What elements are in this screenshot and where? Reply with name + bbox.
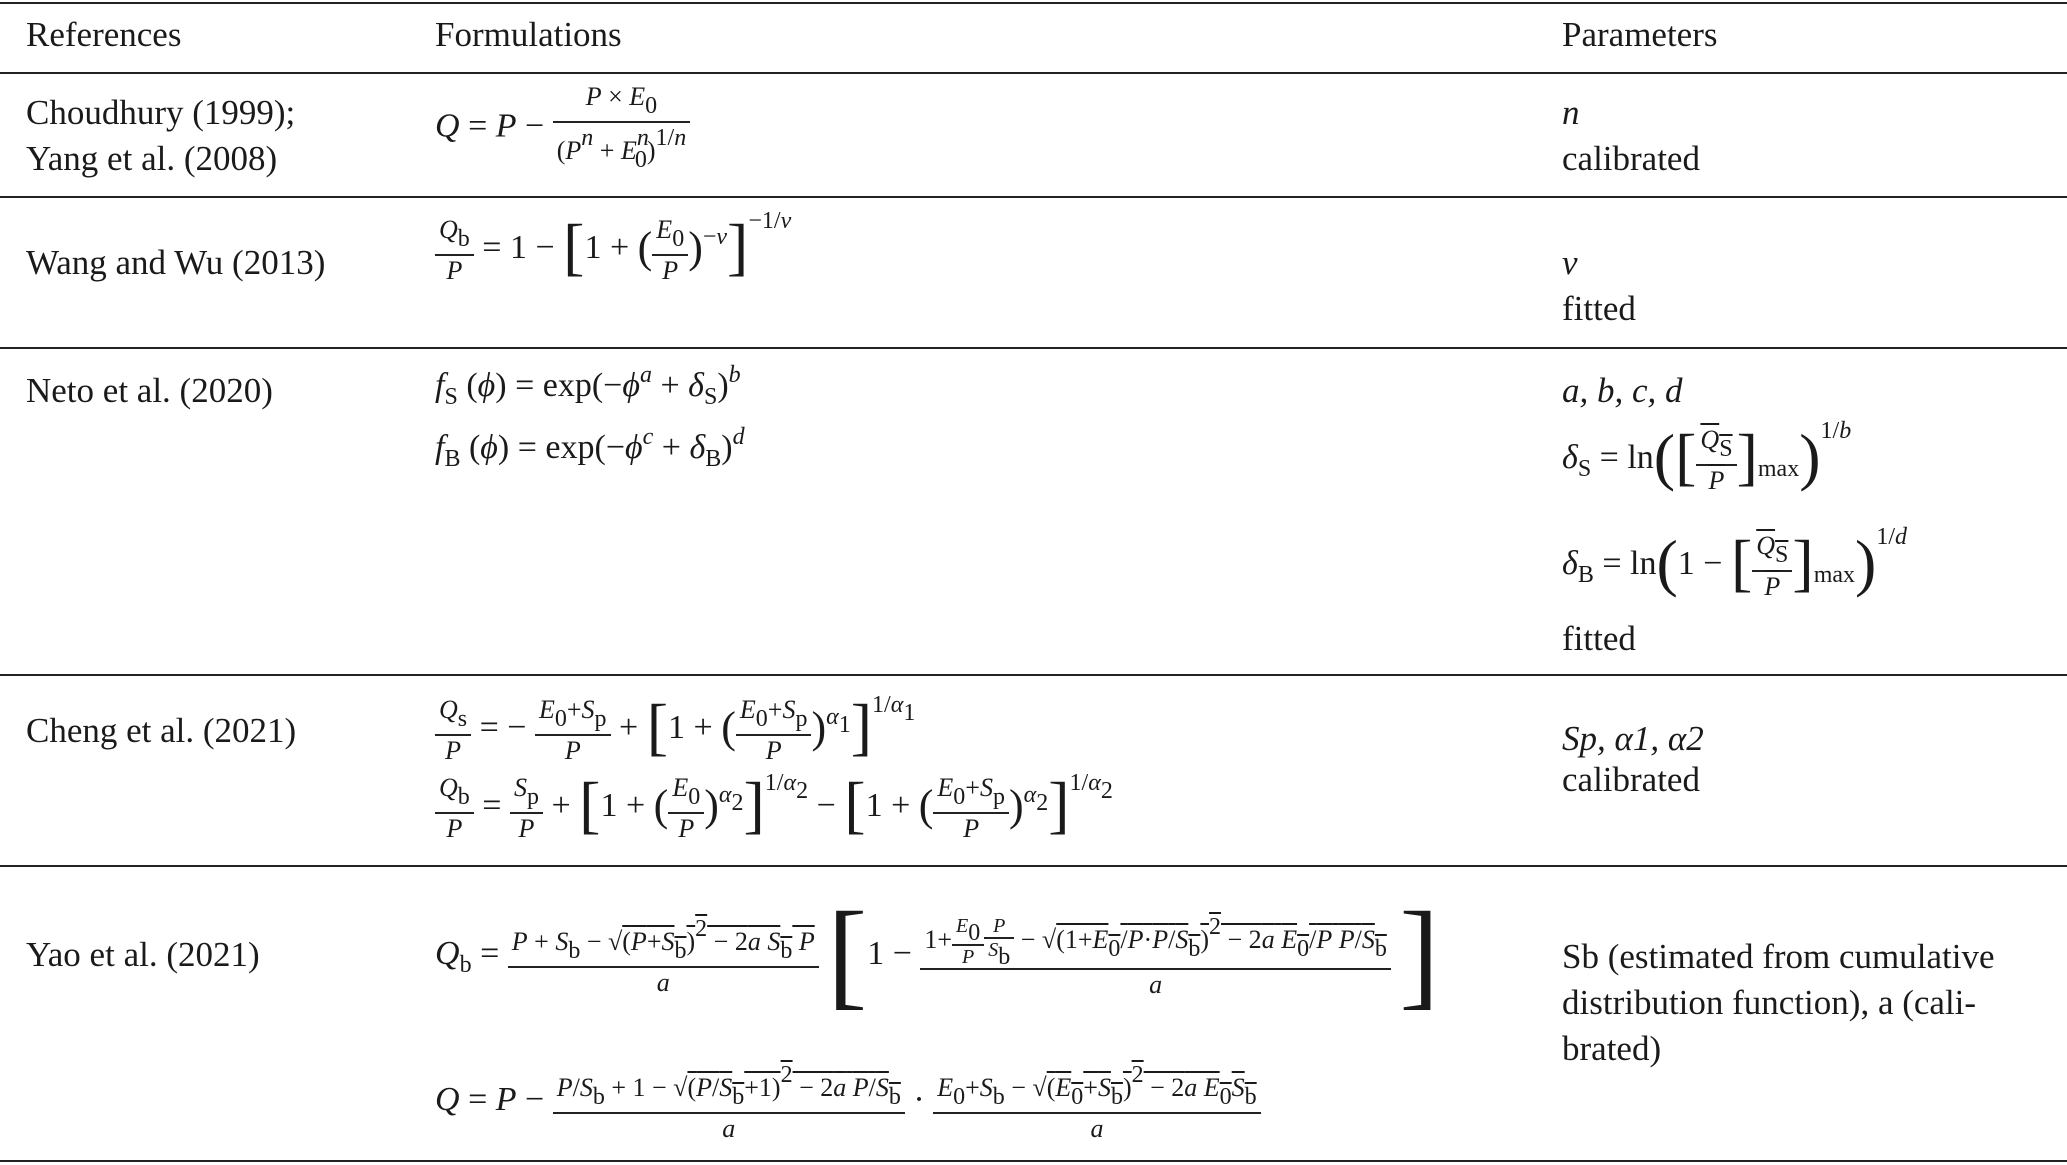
row-divider: [0, 865, 2067, 867]
reference-yao: Yao et al. (2021): [26, 935, 260, 974]
reference-yang: Yang et al. (2008): [26, 139, 278, 178]
header-references: References: [26, 15, 182, 54]
formula-wang-wu: $\frac{Qb}{P}$ = 1 − [1 + ( $\frac{E0}{P}$ )$^{-v}$]$^{-1/v}$: [435, 208, 791, 286]
param-delta-s: $\delta_S = \ln$([ $\frac{QS}{P}$ ]$_{max})^{1/b}$: [1562, 418, 1852, 495]
header-parameters: Parameters: [1562, 15, 1718, 54]
reference-wang-wu: Wang and Wu (2013): [26, 243, 326, 282]
param-n: n: [1562, 93, 1580, 132]
param-note-calibrated: calibrated: [1562, 760, 1700, 799]
param-note-fitted: fitted: [1562, 289, 1636, 328]
param-yao-line2: distribution function), a (cali-: [1562, 983, 1977, 1022]
param-abcd: a, b, c, d: [1562, 371, 1683, 410]
formula-cheng-qs: $\frac{Qs}{P}$ = − $\frac{E0+Sp}{P}$ + [1 + ( $\frac{E0+Sp}{P}$ )$^{\alpha 1}$]$^{1/\alpha 1}$: [435, 690, 915, 766]
param-note-fitted: fitted: [1562, 619, 1636, 658]
formula-yao-q: Q = P − $\frac{\text{P/Sb + 1 − √(P/Sb+1)2 − 2a P/Sb}}{a}$ · $\frac{\text{E0+Sb − √(E0+Sb)2 − 2a E0Sb}}{a}$: [435, 1060, 1261, 1144]
param-sp-alphas: Sp, α1, α2: [1562, 719, 1704, 758]
row-divider: [0, 674, 2067, 676]
param-note-calibrated: calibrated: [1562, 139, 1700, 178]
row-divider: [0, 196, 2067, 198]
reference-cheng: Cheng et al. (2021): [26, 711, 297, 750]
formula-yao-qb: $Q_b$ = $\frac{\text{P + Sb − √(P+Sb)2 − 2a Sb P}}{a}$ [1 − 1+ $\frac{E0}{P}$ $\frac{P}{Sb}$ − √(1+E0/P·P/Sb)2 − 2a E0/P P/Sb a ]: [435, 887, 1440, 1020]
param-yao-line1: Sb (estimated from cumulative: [1562, 937, 1995, 976]
formula-neto-fs: $f_S$ $(\phi) = \exp(-\phi^a + \delta_S)^b$: [435, 362, 741, 410]
reference-choudhury: Choudhury (1999);: [26, 93, 296, 132]
formula-cheng-qb: $\frac{Qb}{P}$ = $\frac{Sp}{P}$ + [1 + ( $\frac{E0}{P}$ )$^{\alpha 2}$]$^{1/\alpha 2}$ − [1 + ( $\frac{E0+Sp}{P}$ )$^{\alpha 2}$]$^{1/\alpha 2}$: [435, 768, 1113, 844]
formula-choudhury: Q = P − $\frac{P \times E0}{(Pn + En0)1/n}$: [435, 82, 690, 175]
top-rule: [0, 2, 2067, 4]
param-yao-line3: brated): [1562, 1029, 1662, 1068]
row-divider: [0, 347, 2067, 349]
param-v: v: [1562, 243, 1578, 282]
header-rule: [0, 72, 2067, 74]
reference-neto: Neto et al. (2020): [26, 371, 273, 410]
param-delta-b: $\delta_B = \ln(1$ − [ $\frac{QS}{P}$ ]$_{max})^{1/d}$: [1562, 524, 1908, 601]
formula-neto-fb: $f_B$ $(\phi) = \exp(-\phi^c + \delta_B)^d$: [435, 424, 745, 472]
header-formulations: Formulations: [435, 15, 622, 54]
bottom-rule: [0, 1160, 2067, 1162]
